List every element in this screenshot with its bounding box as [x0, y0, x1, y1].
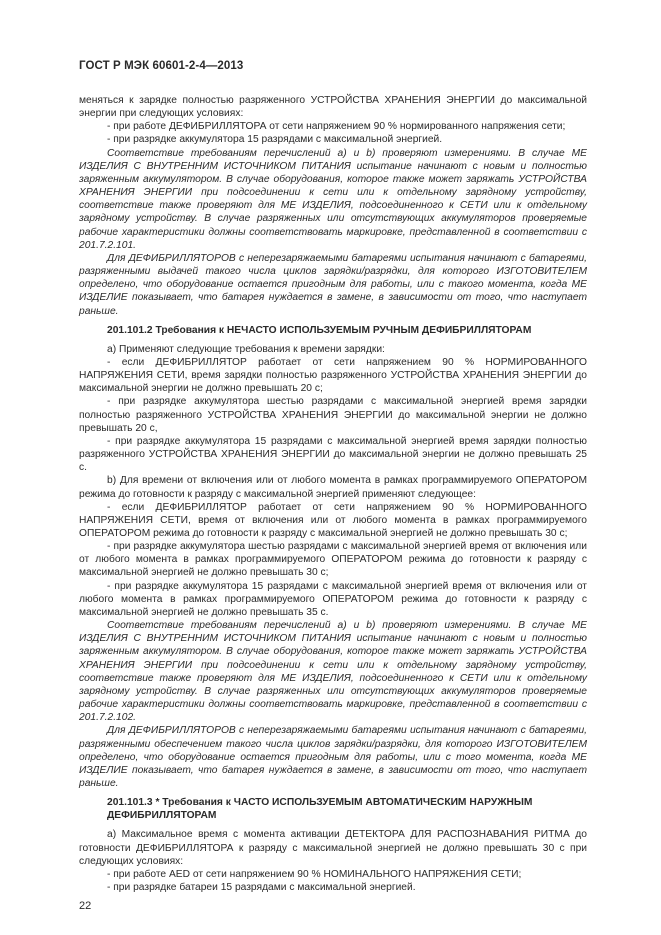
list-item: - при работе ДЕФИБРИЛЛЯТОРА от сети напряжением 90 % нормированного напряжения сети; [107, 121, 566, 133]
list-item: - при разрядке аккумулятора шестью разрядами с максимальной энергией время зарядки полностью разряженного УСТРОЙСТВА ХРАНЕНИЯ ЭНЕРГИИ до максимальной энергии не должно превышать 20 с, [79, 396, 587, 434]
document-header: ГОСТ Р МЭК 60601-2-4—2013 [79, 60, 244, 72]
compliance-paragraph: Для ДЕФИБРИЛЛЯТОРОВ с неперезаряжаемыми батареями испытания начинают с батареями, разряженными обеспечением такого числа циклов зарядки/разрядки, для которого ИЗГОТОВИТЕЛЕМ определено, что оборудование остается пригодным для работы, или с того момента, когда МЕ ИЗДЕЛИЕ показывает, что батарея нуждается в замене, в зависимости от того, что наступает раньше. [79, 725, 587, 789]
compliance-paragraph: Для ДЕФИБРИЛЛЯТОРОВ с неперезаряжаемыми батареями испытания начинают с батареями, разряженными выдачей такого числа циклов зарядки/разрядки, для которого ИЗГОТОВИТЕЛЕМ определено, что оборудование остается пригодным для работы, или с такого момента, когда МЕ ИЗДЕЛИЕ показывает, что батарея нуждается в замене, в зависимости от того, что наступает раньше. [79, 252, 587, 317]
paragraph: меняться к зарядке полностью разряженного УСТРОЙСТВА ХРАНЕНИЯ ЭНЕРГИИ до максимальной энергии при следующих условиях: [79, 95, 587, 120]
list-item: - при разрядке аккумулятора 15 разрядами с максимальной энергией время от включения или от любого момента в рамках программируемого ОПЕРАТОРОМ режима до готовности к разряду с максимальной энергией не должно превышать 35 с. [79, 580, 587, 618]
page-number: 22 [79, 900, 92, 912]
compliance-paragraph: Соответствие требованиям перечислений a) и b) проверяют измерениями. В случае МЕ ИЗДЕЛИЯ С ВНУТРЕННИМ ИСТОЧНИКОМ ПИТАНИЯ испытание начинают с новым и полностью заряженным аккумулятором. В случае оборудования, которое также может заряжать УСТРОЙСТВА ХРАНЕНИЯ ЭНЕРГИИ при подсоединении к сети или к отдельному зарядному устройству, соответствие также проверяют для МЕ ИЗДЕЛИЯ, подсоединенного к СЕТИ или к отдельному зарядному устройству. В случае разряженных или отсутствующих аккумуляторов проверяемые рабочие характеристики должны соответствовать маркировке, представленной в соответствии с 201.7.2.102. [79, 620, 587, 724]
list-item: - при работе AED от сети напряжением 90 % НОМИНАЛЬНОГО НАПРЯЖЕНИЯ СЕТИ; [107, 868, 522, 880]
list-item: - при разрядке аккумулятора 15 разрядами с максимальной энергией. [107, 134, 443, 146]
paragraph: b) Для времени от включения или от любого момента в рамках программируемого ОПЕРАТОРОМ режима до готовности к разряду с максимальной энергией применяют следующее: [79, 475, 587, 500]
paragraph: a) Применяют следующие требования к времени зарядки: [107, 343, 385, 355]
list-item: - при разрядке аккумулятора 15 разрядами с максимальной энергией время зарядки полностью разряженного УСТРОЙСТВА ХРАНЕНИЯ ЭНЕРГИИ до максимальной энергии не должно превышать 25 с. [79, 435, 587, 474]
section-heading: 201.101.2 Требования к НЕЧАСТО ИСПОЛЬЗУЕМЫМ РУЧНЫМ ДЕФИБРИЛЛЯТОРАМ [107, 324, 532, 336]
list-item: - при разрядке батареи 15 разрядами с максимальной энергией. [107, 882, 416, 894]
compliance-paragraph: Соответствие требованиям перечислений a) и b) проверяют измерениями. В случае МЕ ИЗДЕЛИЯ С ВНУТРЕННИМ ИСТОЧНИКОМ ПИТАНИЯ испытание начинают с новым и полностью заряженным аккумулятором. В случае оборудования, которое также может заряжать УСТРОЙСТВА ХРАНЕНИЯ ЭНЕРГИИ при подсоединении к сети или к отдельному зарядному устройству, соответствие также проверяют для МЕ ИЗДЕЛИЯ, подсоединенного к СЕТИ или к отдельному зарядному устройству. В случае разряженных или отсутствующих аккумуляторов проверяемые рабочие характеристики должны соответствовать маркировке, представленной в соответствии с 201.7.2.101. [79, 147, 587, 251]
list-item: - если ДЕФИБРИЛЛЯТОР работает от сети напряжением 90 % НОРМИРОВАННОГО НАПРЯЖЕНИЯ СЕТИ, время от включения или от любого момента в рамках программируемого ОПЕРАТОРОМ режима до готовности к разряду с максимальной энергией не должно превышать 30 с; [79, 501, 587, 539]
document-body [79, 94, 587, 894]
paragraph: a) Максимальное время с момента активации ДЕТЕКТОРА ДЛЯ РАСПОЗНАВАНИЯ РИТМА до готовности ДЕФИБРИЛЛЯТОРА к разряду с максимальной энергией не должно превышать 30 с при следующих условиях: [79, 829, 587, 867]
list-item: - если ДЕФИБРИЛЛЯТОР работает от сети напряжением 90 % НОРМИРОВАННОГО НАПРЯЖЕНИЯ СЕТИ, время зарядки полностью разряженного УСТРОЙСТВА ХРАНЕНИЯ ЭНЕРГИИ до максимальной энергии не должно превышать 20 с; [79, 356, 587, 395]
list-item: - при разрядке аккумулятора шестью разрядами с максимальной энергией время от включения или от любого момента в рамках программируемого ОПЕРАТОРОМ режима до готовности к разряду с максимальной энергией не должно превышать 30 с; [79, 541, 587, 579]
section-heading: 201.101.3 * Требования к ЧАСТО ИСПОЛЬЗУЕМЫМ АВТОМАТИЧЕСКИМ НАРУЖНЫМ ДЕФИБРИЛЛЯТОРАМ [107, 797, 533, 822]
